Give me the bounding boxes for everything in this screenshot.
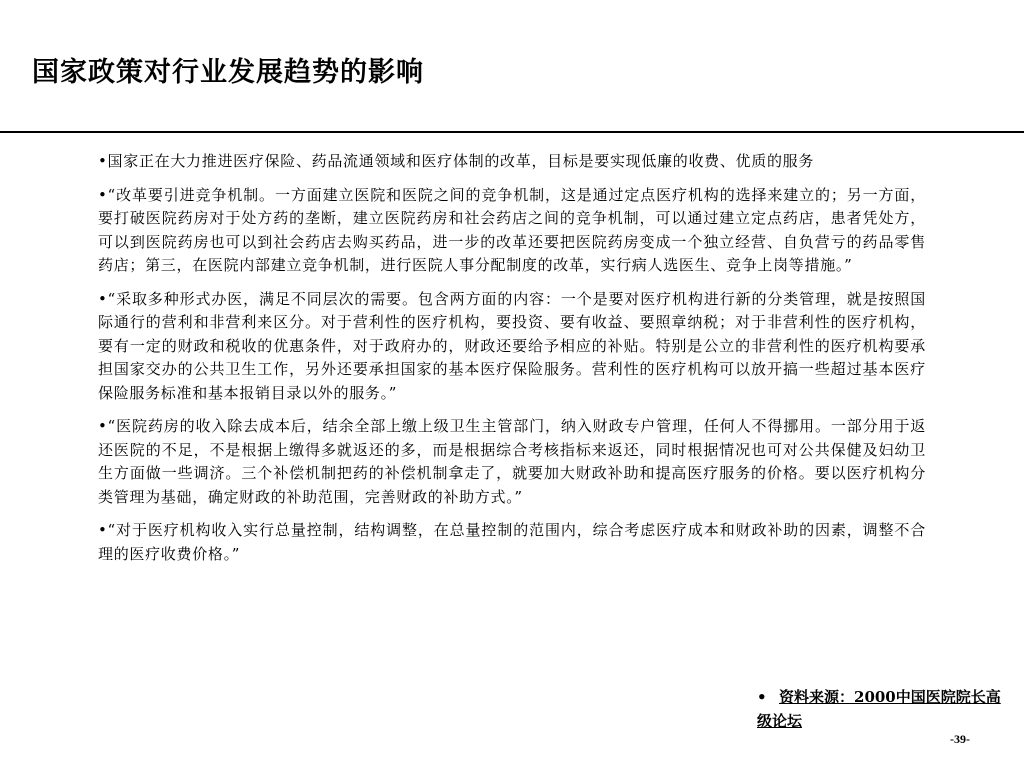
source-text: 资料来源：2000中国医院院长高级论坛: [757, 688, 1001, 730]
bullet-paragraph-2: •“改革要引进竞争机制。一方面建立医院和医院之间的竞争机制，这是通过定点医疗机构的选择来建立的；另一方面，要打破医院药房对于处方药的垄断，建立医院药房和社会药店之间的竞争机制，可以通过建立定点药店，患者凭处方，可以到医院药房也可以到社会药店去购买药品，进一步的改革还要把医院药房变成一个独立经营、自负营亏的药品零售药店；第三，在医院内部建立竞争机制，进行医院人事分配制度的改革，实行病人选医生、竞争上岗等措施。”: [98, 185, 926, 274]
bullet-paragraph-3: •“采取多种形式办医，满足不同层次的需要。包含两方面的内容：一个是要对医疗机构进行新的分类管理，就是按照国际通行的营利和非营利来区分。对于营利性的医疗机构，要投资、要有收益、要照章纳税；对于非营利性的医疗机构，要有一定的财政和税收的优惠条件，对于政府办的，财政还要给予相应的补贴。特别是公立的非营利性的医疗机构要承担国家交办的公共卫生工作，另外还要承担国家的基本医疗保险服务。营利性的医疗机构可以放开搞一些超过基本医疗保险服务标准和基本报销目录以外的服务。”: [98, 289, 926, 402]
bullet-paragraph-4: •“医院药房的收入除去成本后，结余全部上缴上级卫生主管部门，纳入财政专户管理，任何人不得挪用。一部分用于返还医院的不足，不是根据上缴得多就返还的多，而是根据综合考核指标来返还，同时根据情况也可对公共保健及妇幼卫生方面做一些调济。三个补偿机制把药的补偿机制拿走了，就要加大财政补助和提高医疗服务的价格。要以医疗机构分类管理为基础，确定财政的补助范围，完善财政的补助方式。”: [98, 417, 926, 506]
slide-title: 国家政策对行业发展趋势的影响: [32, 57, 424, 88]
source-note: [757, 685, 1007, 733]
bullet-paragraph-5: •“对于医疗机构收入实行总量控制，结构调整，在总量控制的范围内，综合考虑医疗成本和财政补助的因素，调整不合理的医疗收费价格。”: [98, 521, 926, 563]
slide-body: [98, 150, 926, 576]
title-divider: [0, 131, 1024, 133]
source-bullet: •: [757, 688, 767, 706]
page-number: -39-: [950, 732, 970, 746]
bullet-paragraph-1: •国家正在大力推进医疗保险、药品流通领域和医疗体制的改革，目标是要实现低廉的收费、优质的服务: [98, 152, 815, 170]
